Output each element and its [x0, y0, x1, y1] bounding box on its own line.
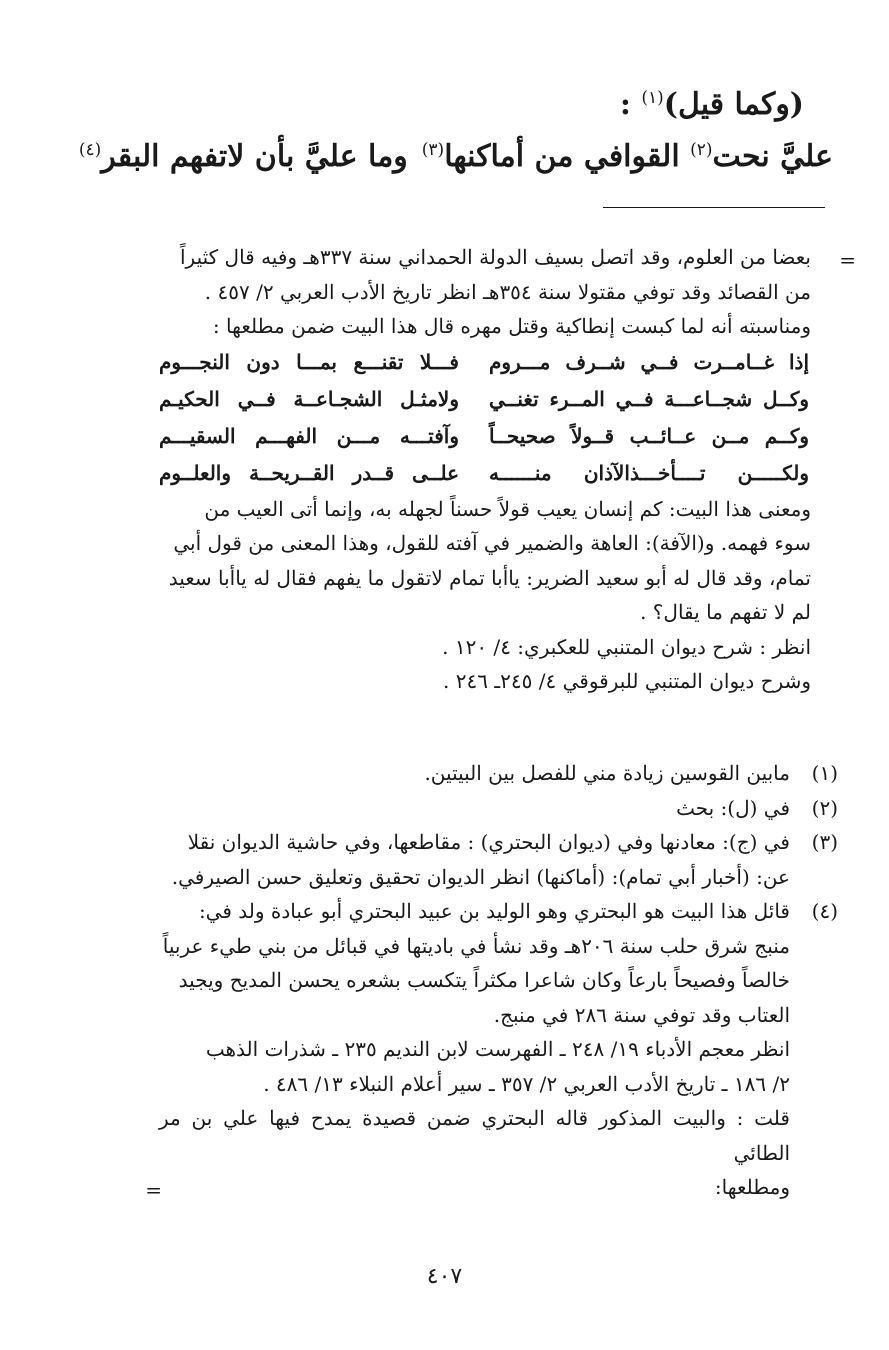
footnote-body — [159, 756, 790, 791]
footnote-ref-3: (٣) — [421, 140, 445, 160]
poem-hemistich-right: وكــل شجــاعـــة فــي المــرء تغنــي — [489, 386, 809, 411]
intro-colon: : — [619, 87, 631, 122]
intro-text: (وكما قيل) — [663, 87, 804, 122]
poem-hemistich-right: وكــم مــن عــائــب قــولاً صحيحــاً — [489, 423, 809, 448]
footnote-line: في (ج): معادنها وفي (ديوان البحتري) : مقاطعها، وفي حاشية الديوان نقلا — [187, 830, 790, 854]
poem-hemistich-right: ولكـــــن تــــأخـــذالآذان منــــــه — [489, 460, 809, 485]
poem-verse — [159, 418, 811, 455]
poem-hemistich-left: علــى قــدر القــريحــة والعلــوم — [159, 460, 459, 485]
footnote-line: منبج شرق حلب سنة ٢٠٦هـ وقد نشأ في باديتها في قبائل من بني طيء عربياً — [162, 933, 790, 958]
meaning-line: لم لا تفهم ما يقال؟ . — [640, 600, 811, 624]
footnote-line: مابين القوسين زيادة مني للفصل بين البيتين. — [424, 761, 790, 785]
footnote-line: قلت : والبيت المذكور قاله البحتري ضمن قصيدة يمدح فيها علي بن مر الطائي — [159, 1106, 790, 1165]
continuation-marker-bottom: = — [145, 1178, 162, 1202]
verse-part-2: القوافي من أماكنها — [444, 139, 691, 174]
poem-hemistich-left: فـــلا تقنـــع بمـــا دون النجـــوم — [159, 349, 459, 374]
poem-hemistich-right: إذا غــامــرت فــي شــرف مـــروم — [489, 349, 809, 374]
footnote-ref-4: (٤) — [78, 140, 102, 160]
footnote-body — [159, 825, 790, 894]
poem-verse — [159, 455, 811, 492]
footnote-number: (٤) — [811, 899, 838, 923]
footnote-2 — [159, 791, 838, 826]
continued-footnote — [159, 240, 811, 699]
footnote-number: (٢) — [811, 795, 838, 820]
footnote-ref-1: (١) — [641, 88, 664, 108]
footnote-line: خالصاً وفصيحاً بارعاً وكان شاعرا مكثراً يتكسب بشعره يحسن المديح ويجيد — [178, 968, 790, 992]
footnote-1 — [159, 756, 838, 791]
main-verse — [30, 133, 833, 181]
poem — [159, 344, 811, 492]
footnote-3 — [159, 825, 838, 894]
poem-hemistich-left: ولامثـل الشجـاعــة فــي الحكيـم — [159, 386, 459, 411]
footnote-ref-2: (٢) — [690, 140, 713, 160]
footnote-body — [159, 791, 790, 826]
footnote-line: انظر معجم الأدباء ١٩/ ٢٤٨ ـ الفهرست لابن النديم ٢٣٥ ـ شذرات الذهب — [205, 1037, 790, 1061]
page-number: ٤٠٧ — [426, 1264, 463, 1289]
footnote-line: العتاب وقد توفي سنة ٢٨٦ في منبج. — [493, 1002, 790, 1027]
footnote-line: ٢/ ١٨٦ ـ تاريخ الأدب العربي ٢/ ٣٥٧ ـ سير أعلام النبلاء ١٣/ ٤٨٦ . — [263, 1071, 790, 1096]
footnote-body — [159, 894, 790, 1205]
meaning-line: تمام، وقد قال له أبو سعيد الضرير: ياأبا تمام لاتقول ما يفهم فقال له ياأبا سعيد — [168, 565, 811, 590]
verse-part-3: وما عليَّ بأن لاتفهم البقر — [101, 139, 408, 174]
footnote-4 — [159, 894, 838, 1205]
note-line: من القصائد وقد توفي مقتولا سنة ٣٥٤هـ انظر تاريخ الأدب العربي ٢/ ٤٥٧ . — [204, 279, 811, 304]
poem-verse — [159, 381, 811, 418]
poem-hemistich-left: وآفتـــه مـــن الفهـــم السقيـــم — [159, 423, 459, 448]
footnote-list — [159, 756, 838, 1205]
footnote-number: (١) — [811, 761, 838, 785]
intro-line — [620, 85, 804, 125]
footnote-line: عن: (أخبار أبي تمام): (أماكنها) انظر الديوان تحقيق وتعليق حسن الصيرفي. — [171, 864, 790, 889]
reference-line: انظر : شرح ديوان المتنبي للعكبري: ٤/ ١٢٠ . — [442, 634, 811, 659]
verse-part-1: عليَّ نحت — [712, 139, 833, 174]
footnote-separator — [603, 207, 825, 208]
footnote-line: قائل هذا البيت هو البحتري وهو الوليد بن عبيد البحتري أبو عبادة ولد في: — [198, 899, 790, 923]
meaning-line: سوء فهمه. و(الآفة): العاهة والضمير في آفته للقول، وهذا المعنى من قول أبي — [173, 531, 811, 555]
note-line: بعضا من العلوم، وقد اتصل بسيف الدولة الحمداني سنة ٣٣٧هـ وفيه قال كثيراً — [180, 245, 811, 269]
reference-line: وشرح ديوان المتنبي للبرقوقي ٤/ ٢٤٥ـ ٢٤٦ . — [442, 669, 811, 693]
footnote-line: في (ل): بحث — [676, 795, 790, 820]
note-line: ومناسبته أنه لما كبست إنطاكية وقتل مهره قال هذا البيت ضمن مطلعها : — [212, 314, 811, 338]
footnote-line: ومطلعها: — [714, 1175, 790, 1199]
continuation-marker-top: = — [839, 248, 856, 272]
footnote-number: (٣) — [811, 830, 838, 854]
poem-verse — [159, 344, 811, 381]
meaning-line: ومعنى هذا البيت: كم إنسان يعيب قولاً حسناً لجهله به، وإنما أتى العيب من — [204, 496, 811, 521]
